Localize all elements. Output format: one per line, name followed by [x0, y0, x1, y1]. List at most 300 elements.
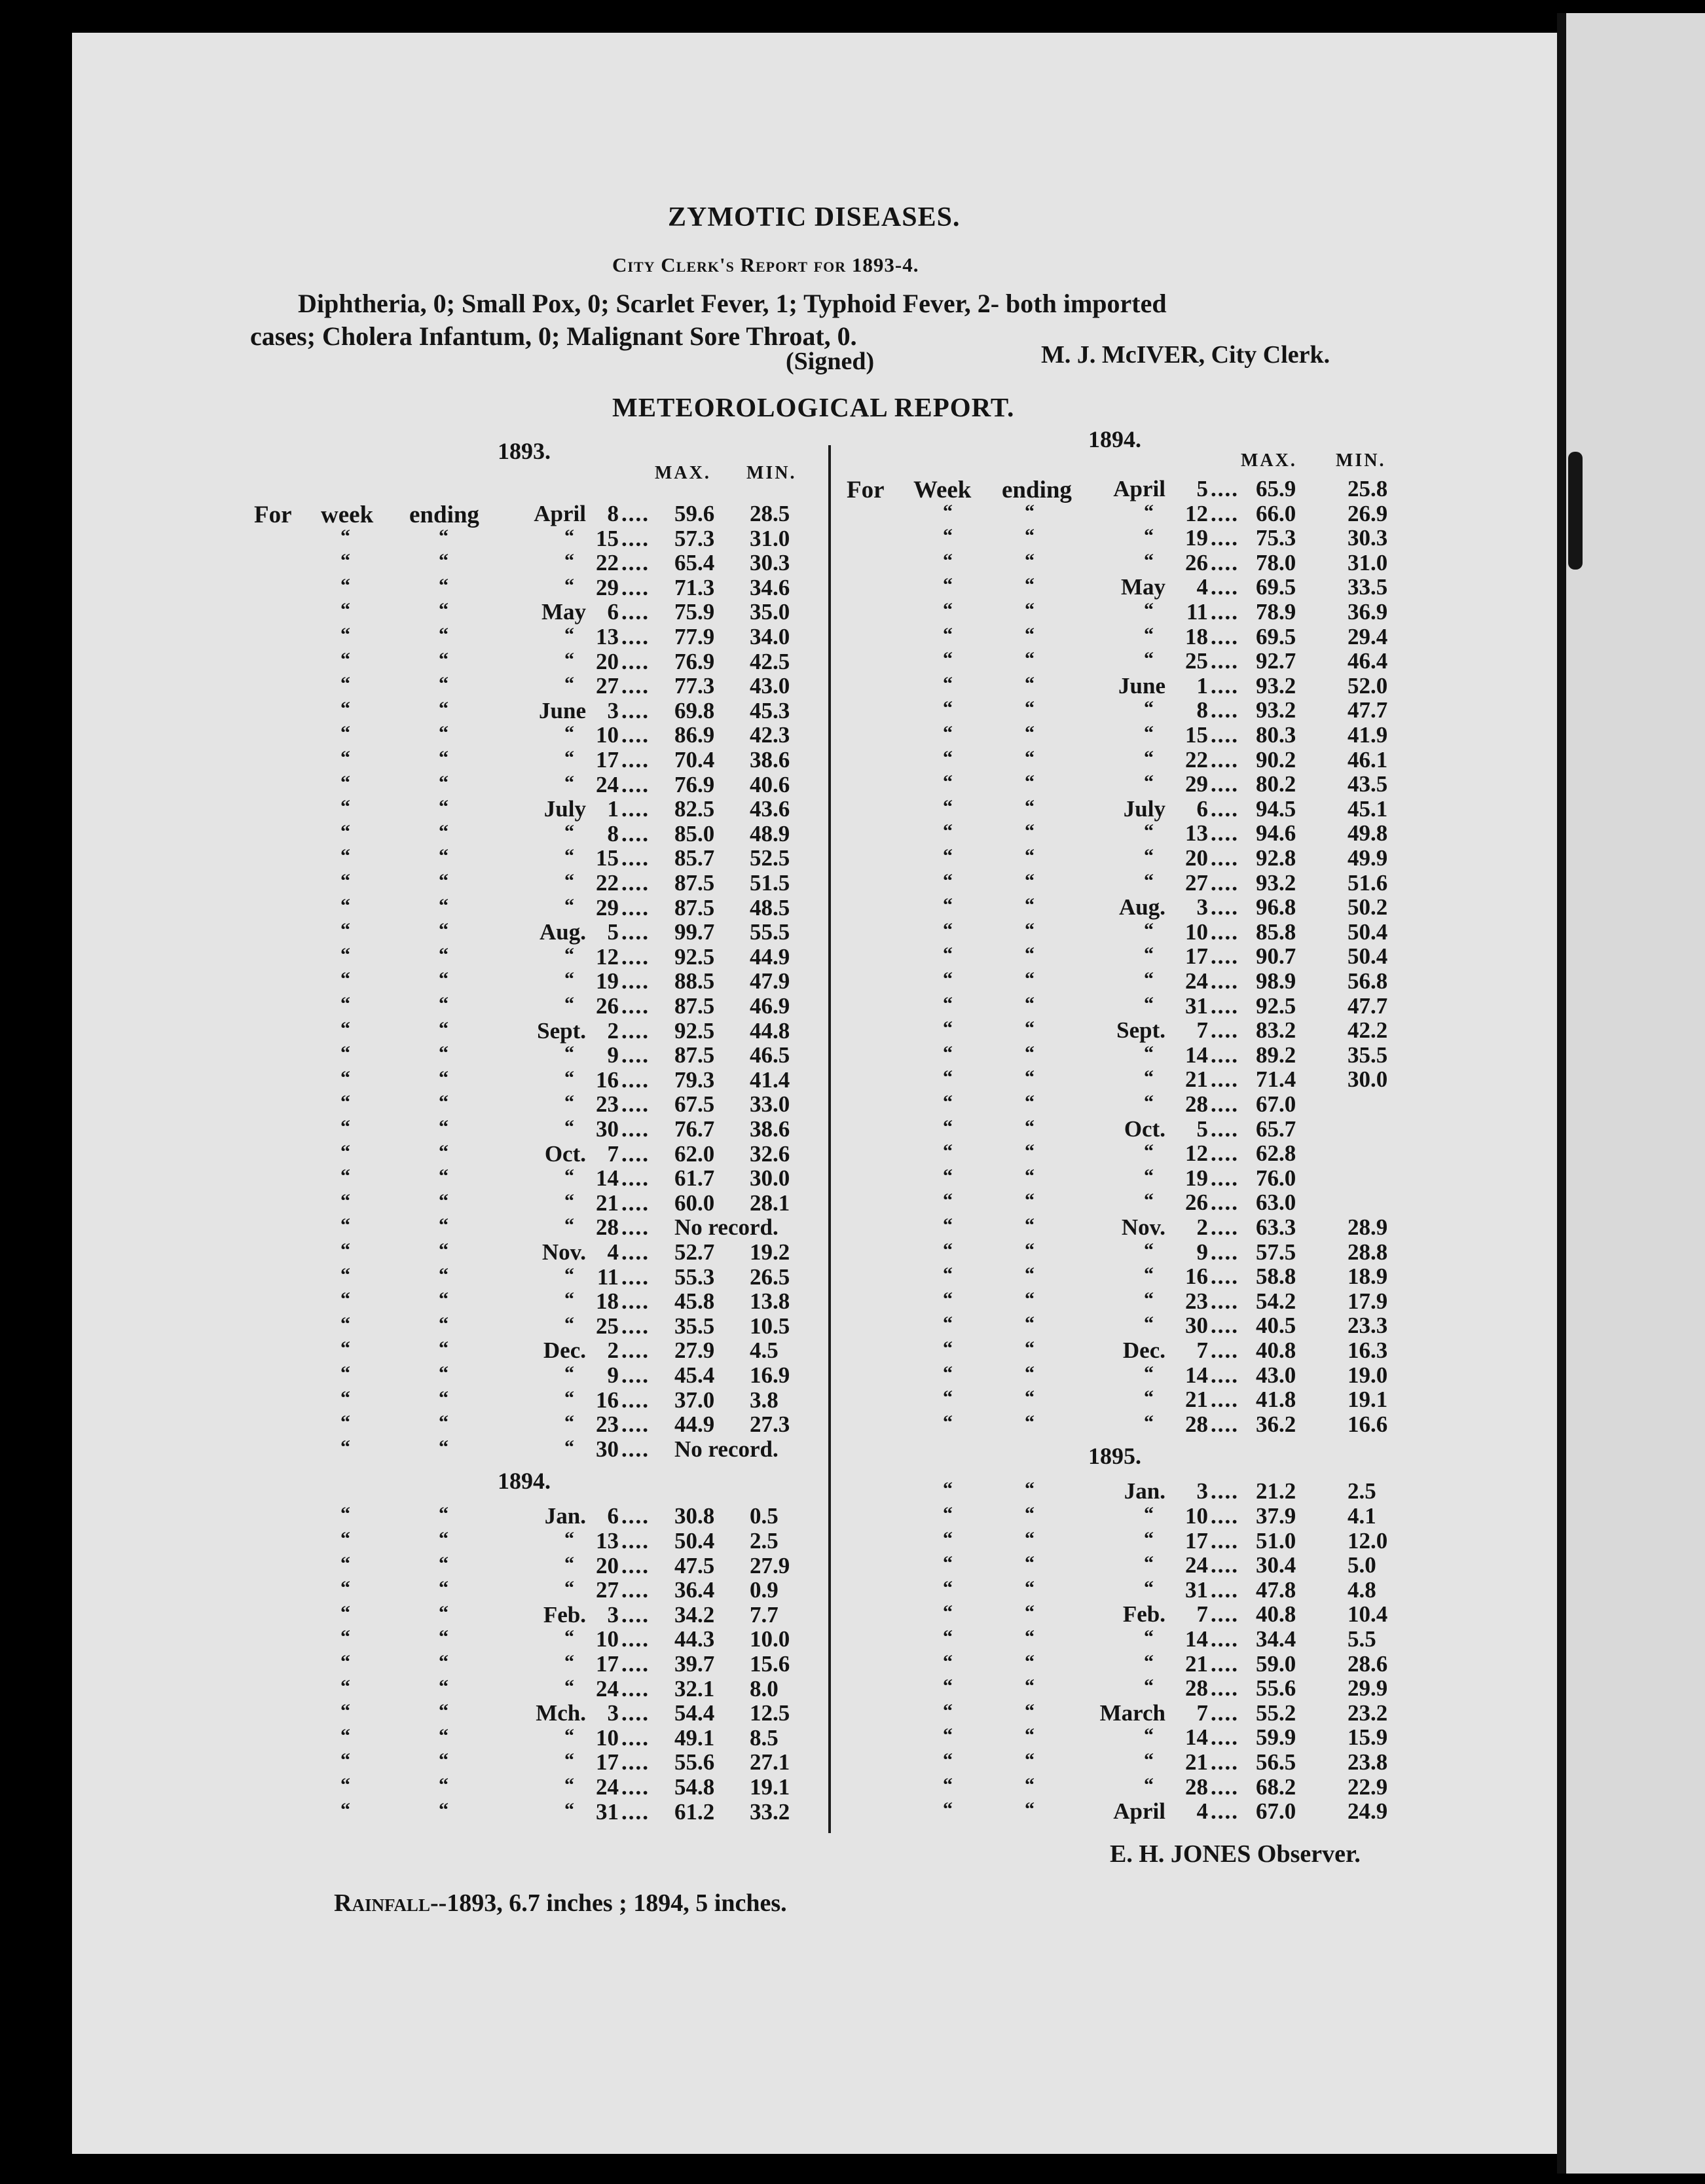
left-ditto-mark: “ [340, 1042, 350, 1065]
left-min-value: 47.9 [750, 968, 790, 994]
left-month: “ [564, 574, 574, 596]
left-day: 16 [596, 1066, 619, 1093]
left-month: “ [564, 1552, 574, 1574]
right-table-row [0, 1626, 1702, 1651]
right-day: 5 [1196, 1116, 1208, 1142]
right-ditto-mark: “ [943, 1411, 953, 1433]
right-min-value: 23.3 [1348, 1313, 1388, 1339]
right-month: “ [1144, 1724, 1154, 1747]
left-max-value: 71.3 [674, 574, 715, 600]
right-table-row [0, 1116, 1702, 1141]
left-leader-dots: .... [621, 1214, 650, 1241]
left-leader-dots: .... [621, 1116, 650, 1142]
left-ditto-mark: “ [340, 1724, 350, 1747]
left-month: “ [564, 1091, 574, 1114]
left-max-value: 32.1 [674, 1675, 715, 1702]
right-month: April [1113, 1798, 1165, 1825]
diseases-line-1: Diphtheria, 0; Small Pox, 0; Scarlet Fever, 1; Typhoid Fever, 2- both imported [298, 289, 1167, 318]
left-day: 16 [596, 1387, 619, 1413]
left-ditto-mark: “ [340, 919, 350, 941]
right-month: Feb. [1122, 1601, 1165, 1628]
right-ditto-mark: “ [1025, 1190, 1035, 1212]
left-max-value: 77.3 [674, 673, 715, 699]
right-table-row [0, 1362, 1702, 1387]
right-max-value: 63.0 [1256, 1190, 1296, 1216]
left-month: “ [564, 1749, 574, 1772]
right-ditto-mark: “ [1025, 1239, 1035, 1261]
right-month: Oct. [1124, 1116, 1165, 1142]
left-leader-dots: .... [621, 919, 650, 945]
right-month: “ [1144, 1239, 1154, 1261]
right-min-value: 17.9 [1348, 1288, 1388, 1314]
left-max-value: 44.3 [674, 1626, 715, 1652]
left-month: “ [564, 1362, 574, 1384]
left-leader-dots: .... [621, 1313, 650, 1339]
left-ditto-mark: “ [439, 1749, 449, 1772]
left-month: “ [564, 1042, 574, 1065]
right-table-row [0, 771, 1702, 796]
right-table-row [0, 968, 1702, 993]
left-min-value: 8.5 [750, 1724, 779, 1751]
right-table-row [0, 1528, 1702, 1553]
left-ditto-mark: “ [439, 550, 449, 572]
left-month: Aug. [540, 919, 586, 945]
left-ditto-mark: “ [439, 993, 449, 1015]
left-max-value: 34.2 [674, 1601, 715, 1628]
right-table-row [0, 722, 1702, 747]
right-day: 2 [1196, 1214, 1208, 1240]
right-ditto-mark: “ [1025, 894, 1035, 917]
left-min-value: 48.9 [750, 820, 790, 846]
left-min-value: 19.1 [750, 1774, 790, 1800]
right-table-row [0, 1239, 1702, 1264]
left-leader-dots: .... [621, 1066, 650, 1093]
right-ditto-mark: “ [1025, 820, 1035, 843]
right-lead-word: ending [1002, 477, 1072, 503]
right-ditto-mark: “ [1025, 1116, 1035, 1138]
right-leader-dots: .... [1211, 1264, 1239, 1290]
left-max-value: 65.4 [674, 550, 715, 576]
right-min-value: 50.4 [1348, 919, 1388, 945]
right-leader-dots: .... [1211, 919, 1239, 945]
right-day: 28 [1185, 1091, 1208, 1117]
right-max-value: 37.9 [1256, 1503, 1296, 1529]
right-max-value: 65.9 [1256, 476, 1296, 501]
left-day: 22 [596, 550, 619, 576]
left-leader-dots: .... [621, 1724, 650, 1751]
right-max-value: 63.3 [1256, 1214, 1296, 1240]
left-min-value: 55.5 [750, 919, 790, 945]
right-leader-dots: .... [1211, 1066, 1239, 1093]
right-table-row [0, 845, 1702, 870]
left-ditto-mark: “ [340, 1675, 350, 1698]
left-month: “ [564, 648, 574, 670]
left-leader-dots: .... [621, 943, 650, 970]
left-leader-dots: .... [621, 1411, 650, 1438]
left-ditto-mark: “ [439, 1313, 449, 1335]
right-ditto-mark: “ [1025, 1017, 1035, 1040]
left-ditto-mark: “ [439, 1552, 449, 1574]
left-max-value: 76.9 [674, 771, 715, 797]
left-ditto-mark: “ [340, 771, 350, 793]
right-month: “ [1144, 1140, 1154, 1163]
left-min-value: 13.8 [750, 1288, 790, 1315]
left-leader-dots: .... [621, 501, 650, 526]
left-day: 31 [596, 1798, 619, 1825]
left-month: Mch. [536, 1700, 586, 1726]
right-month: Jan. [1124, 1478, 1165, 1504]
right-ditto-mark: “ [943, 1774, 953, 1796]
right-ditto-mark: “ [1025, 1165, 1035, 1187]
right-ditto-mark: “ [1025, 1066, 1035, 1089]
right-ditto-mark: “ [943, 672, 953, 695]
right-ditto-mark: “ [943, 1239, 953, 1261]
left-ditto-mark: “ [340, 648, 350, 670]
right-min-value: 28.9 [1348, 1214, 1388, 1240]
right-max-value: 83.2 [1256, 1017, 1296, 1044]
right-table-row [0, 1700, 1702, 1725]
left-ditto-mark: “ [340, 1214, 350, 1237]
right-ditto-mark: “ [1025, 795, 1035, 818]
right-leader-dots: .... [1211, 992, 1239, 1019]
right-month: Sept. [1116, 1017, 1165, 1044]
left-ditto-mark: “ [340, 1387, 350, 1409]
left-min-value: 41.4 [750, 1066, 790, 1093]
right-month: “ [1144, 1675, 1154, 1698]
right-leader-dots: .... [1211, 746, 1239, 773]
left-day: 24 [596, 1774, 619, 1800]
right-min-value: 42.2 [1348, 1017, 1388, 1044]
right-min-value: 4.8 [1348, 1576, 1376, 1603]
right-leader-dots: .... [1211, 968, 1239, 994]
left-max-value: 87.5 [674, 1042, 715, 1068]
right-min-value: 43.5 [1348, 771, 1388, 797]
left-min-value: 26.5 [750, 1264, 790, 1290]
right-day: 31 [1185, 992, 1208, 1019]
right-leader-dots: .... [1211, 1091, 1239, 1117]
left-month: Jan. [544, 1503, 586, 1529]
left-month: “ [564, 820, 574, 843]
right-month: “ [1144, 1066, 1154, 1089]
right-table-row [0, 599, 1702, 624]
left-min-value: 33.2 [750, 1798, 790, 1825]
left-max-value: 87.5 [674, 870, 715, 896]
right-leader-dots: .... [1211, 1675, 1239, 1702]
right-min-value: 35.5 [1348, 1042, 1388, 1068]
left-day: 26 [596, 993, 619, 1019]
right-max-value: 34.4 [1256, 1626, 1296, 1652]
right-min-value: 41.9 [1348, 722, 1388, 748]
right-leader-dots: .... [1211, 1165, 1239, 1191]
right-leader-dots: .... [1211, 1774, 1239, 1800]
left-max-value: 60.0 [674, 1190, 715, 1216]
right-month: “ [1144, 919, 1154, 941]
left-ditto-mark: “ [340, 1017, 350, 1040]
right-table-row [0, 820, 1702, 845]
right-leader-dots: .... [1211, 1214, 1239, 1240]
right-day: 13 [1185, 820, 1208, 846]
right-ditto-mark: “ [943, 1503, 953, 1525]
right-table-row [0, 697, 1702, 722]
left-min-value: 51.5 [750, 870, 790, 896]
right-max-value: 93.2 [1256, 869, 1296, 896]
left-month: “ [564, 1577, 574, 1599]
left-ditto-mark: “ [439, 624, 449, 646]
right-min-value: 56.8 [1348, 968, 1388, 994]
left-day: 6 [607, 1503, 619, 1529]
left-ditto-mark: “ [439, 1528, 449, 1550]
left-ditto-mark: “ [439, 1577, 449, 1599]
left-day: 4 [607, 1239, 619, 1265]
right-day: 21 [1185, 1066, 1208, 1093]
left-max-value: 85.0 [674, 820, 715, 846]
right-month: “ [1144, 1313, 1154, 1335]
right-table-row [0, 1651, 1702, 1676]
right-max-value: 56.5 [1256, 1749, 1296, 1775]
left-month: “ [564, 525, 574, 547]
left-day: 10 [596, 722, 619, 748]
right-table-row [0, 1798, 1702, 1823]
left-ditto-mark: “ [340, 1066, 350, 1089]
right-ditto-mark: “ [943, 820, 953, 843]
left-day: 10 [596, 1626, 619, 1652]
left-leader-dots: .... [621, 1264, 650, 1290]
right-table-row [0, 1411, 1702, 1436]
right-ditto-mark: “ [943, 549, 953, 572]
right-table-row [0, 1140, 1702, 1165]
right-day: 24 [1185, 968, 1208, 994]
right-max-value: 78.0 [1256, 549, 1296, 575]
right-table-row [0, 1288, 1702, 1313]
right-max-value: 51.0 [1256, 1527, 1296, 1554]
right-leader-dots: .... [1211, 1042, 1239, 1068]
left-max-value: 27.9 [674, 1338, 715, 1364]
right-month: “ [1144, 968, 1154, 990]
left-lead-word: week [321, 501, 374, 528]
left-ditto-mark: “ [439, 1362, 449, 1384]
right-leader-dots: .... [1211, 1411, 1239, 1437]
left-ditto-mark: “ [439, 1264, 449, 1286]
left-ditto-mark: “ [340, 1651, 350, 1673]
right-ditto-mark: “ [1025, 845, 1035, 867]
right-month: July [1123, 795, 1165, 822]
right-max-value: 59.9 [1256, 1724, 1296, 1751]
left-leader-dots: .... [621, 1552, 650, 1578]
right-ditto-mark: “ [943, 1190, 953, 1212]
left-ditto-mark: “ [340, 1362, 350, 1384]
left-day: 10 [596, 1724, 619, 1751]
left-max-value: 54.4 [674, 1700, 715, 1726]
right-day: 26 [1185, 549, 1208, 575]
right-ditto-mark: “ [943, 992, 953, 1015]
left-ditto-mark: “ [439, 771, 449, 793]
right-month: “ [1144, 500, 1154, 522]
left-leader-dots: .... [621, 624, 650, 649]
left-ditto-mark: “ [340, 1190, 350, 1212]
right-min-value: 50.4 [1348, 943, 1388, 970]
right-ditto-mark: “ [943, 1527, 953, 1550]
left-ditto-mark: “ [439, 648, 449, 670]
right-day: 28 [1185, 1411, 1208, 1437]
right-ditto-mark: “ [1025, 697, 1035, 719]
left-max-value: 70.4 [674, 747, 715, 773]
right-table-row [0, 1165, 1702, 1190]
left-leader-dots: .... [621, 1140, 650, 1167]
right-max-value: 69.5 [1256, 574, 1296, 600]
right-table-row [0, 1042, 1702, 1067]
right-day: 23 [1185, 1288, 1208, 1314]
right-max-value: 36.2 [1256, 1411, 1296, 1437]
left-month: “ [564, 1066, 574, 1089]
left-month: “ [564, 1651, 574, 1673]
left-min-value: 46.5 [750, 1042, 790, 1068]
right-min-value: 19.0 [1348, 1362, 1388, 1388]
right-month: “ [1144, 1411, 1154, 1433]
left-min-value: 38.6 [750, 1116, 790, 1142]
left-day: 9 [607, 1042, 619, 1068]
right-ditto-mark: “ [1025, 1313, 1035, 1335]
right-ditto-mark: “ [1025, 1264, 1035, 1286]
right-month: “ [1144, 1527, 1154, 1550]
left-day: 30 [596, 1116, 619, 1142]
left-leader-dots: .... [621, 1165, 650, 1192]
right-leader-dots: .... [1211, 869, 1239, 896]
left-ditto-mark: “ [340, 1749, 350, 1772]
right-day: 25 [1185, 648, 1208, 674]
left-ditto-mark: “ [439, 894, 449, 917]
left-ditto-mark: “ [439, 697, 449, 719]
right-leader-dots: .... [1211, 1140, 1239, 1167]
left-ditto-mark: “ [340, 624, 350, 646]
left-max-value: 55.3 [674, 1264, 715, 1290]
left-ditto-mark: “ [439, 1214, 449, 1237]
left-ditto-mark: “ [439, 747, 449, 769]
right-table-row [0, 501, 1702, 526]
left-ditto-mark: “ [439, 1601, 449, 1624]
right-max-value: 40.8 [1256, 1601, 1296, 1628]
right-ditto-mark: “ [943, 1650, 953, 1673]
left-ditto-mark: “ [439, 845, 449, 867]
left-leader-dots: .... [621, 673, 650, 699]
right-day: 9 [1196, 1239, 1208, 1265]
right-table-row [0, 1066, 1702, 1091]
right-ditto-mark: “ [943, 500, 953, 522]
left-max-header: MAX. [655, 463, 711, 483]
left-ditto-mark: “ [439, 1436, 449, 1458]
right-ditto-mark: “ [943, 1165, 953, 1187]
right-ditto-mark: “ [1025, 746, 1035, 769]
left-ditto-mark: “ [340, 968, 350, 991]
right-day: 22 [1185, 746, 1208, 773]
right-leader-dots: .... [1211, 1576, 1239, 1603]
right-year-heading: 1895. [1088, 1443, 1141, 1470]
left-month: “ [564, 624, 574, 646]
left-month: “ [564, 1214, 574, 1237]
right-ditto-mark: “ [943, 1264, 953, 1286]
left-max-value: 44.9 [674, 1411, 715, 1438]
right-min-value: 22.9 [1348, 1774, 1388, 1800]
right-ditto-mark: “ [1025, 869, 1035, 892]
left-day: 15 [596, 845, 619, 871]
left-max-value: 50.4 [674, 1528, 715, 1554]
right-month: “ [1144, 1503, 1154, 1525]
right-max-value: 69.5 [1256, 623, 1296, 649]
left-month: “ [564, 1675, 574, 1698]
right-max-value: 58.8 [1256, 1264, 1296, 1290]
left-day: 19 [596, 968, 619, 994]
left-month: “ [564, 1313, 574, 1335]
left-ditto-mark: “ [340, 1264, 350, 1286]
right-ditto-mark: “ [943, 1140, 953, 1163]
left-month: “ [564, 1264, 574, 1286]
left-ditto-mark: “ [439, 1239, 449, 1261]
right-max-value: 93.2 [1256, 697, 1296, 723]
right-table-row [0, 1577, 1702, 1602]
right-ditto-mark: “ [1025, 1650, 1035, 1673]
right-max-value: 90.7 [1256, 943, 1296, 970]
left-max-value: 79.3 [674, 1066, 715, 1093]
report-subtitle: City Clerk's Report for 1893-4. [612, 253, 919, 276]
right-ditto-mark: “ [943, 1576, 953, 1599]
left-ditto-mark: “ [340, 845, 350, 867]
signed-label: (Signed) [786, 348, 875, 375]
right-day: 27 [1185, 869, 1208, 896]
left-leader-dots: .... [621, 1503, 650, 1529]
left-max-value: 92.5 [674, 1017, 715, 1044]
left-max-value: 49.1 [674, 1724, 715, 1751]
right-ditto-mark: “ [1025, 1576, 1035, 1599]
left-min-value: 27.3 [750, 1411, 790, 1438]
right-table-row [0, 1774, 1702, 1799]
left-ditto-mark: “ [340, 1411, 350, 1434]
left-max-value: 57.3 [674, 525, 715, 551]
left-leader-dots: .... [621, 1436, 650, 1462]
right-table-row [0, 1190, 1702, 1214]
right-ditto-mark: “ [1025, 1774, 1035, 1796]
left-ditto-mark: “ [340, 1700, 350, 1722]
left-leader-dots: .... [621, 1626, 650, 1652]
right-table-row [0, 1091, 1702, 1116]
left-day: 13 [596, 624, 619, 649]
left-ditto-mark: “ [340, 894, 350, 917]
left-month: April [534, 501, 586, 526]
right-leader-dots: .... [1211, 1601, 1239, 1628]
right-leader-dots: .... [1211, 1017, 1239, 1044]
left-leader-dots: .... [621, 845, 650, 871]
left-month: Feb. [543, 1601, 586, 1628]
left-leader-dots: .... [621, 550, 650, 576]
left-month: “ [564, 771, 574, 793]
left-ditto-mark: “ [439, 943, 449, 966]
left-leader-dots: .... [621, 1190, 650, 1216]
right-ditto-mark: “ [1025, 599, 1035, 621]
left-leader-dots: .... [621, 648, 650, 674]
right-day: 3 [1196, 1478, 1208, 1504]
right-leader-dots: .... [1211, 1116, 1239, 1142]
right-day: 14 [1185, 1724, 1208, 1751]
left-day: 17 [596, 1749, 619, 1775]
left-ditto-mark: “ [340, 1503, 350, 1525]
left-min-value: 44.9 [750, 943, 790, 970]
left-leader-dots: .... [621, 697, 650, 723]
right-day: 14 [1185, 1362, 1208, 1388]
left-ditto-mark: “ [340, 820, 350, 843]
right-min-value: 5.0 [1348, 1552, 1376, 1578]
left-ditto-mark: “ [439, 1140, 449, 1163]
left-leader-dots: .... [621, 574, 650, 600]
left-min-value: 10.5 [750, 1313, 790, 1339]
left-table-row [0, 1436, 1702, 1461]
